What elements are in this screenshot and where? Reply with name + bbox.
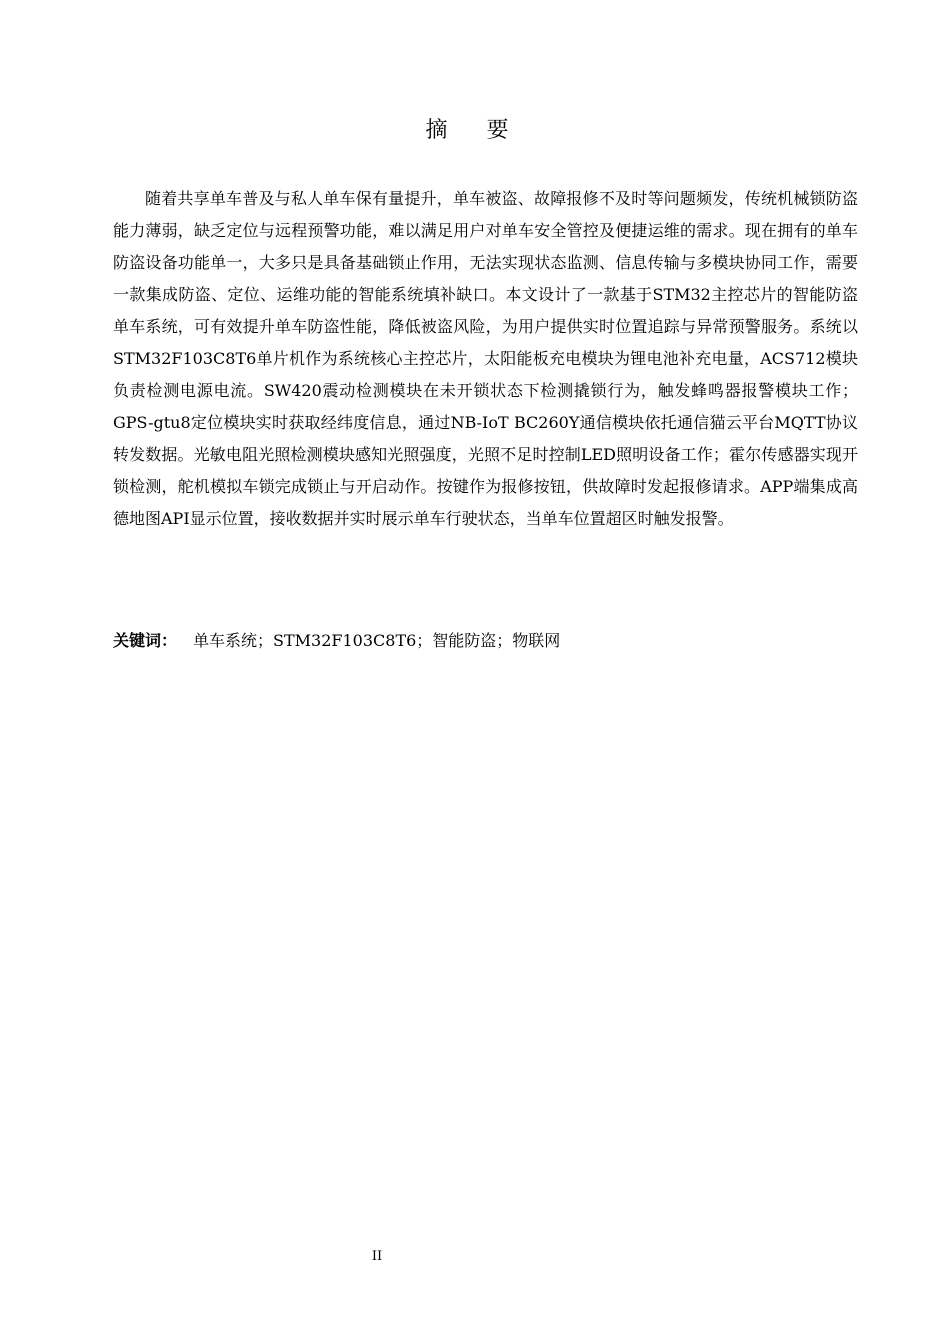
keywords-line <box>113 626 858 656</box>
abstract-body: 随着共享单车普及与私人单车保有量提升，单车被盗、故障报修不及时等问题频发，传统机械锁防盗能力薄弱，缺乏定位与远程预警功能，难以满足用户对单车安全管控及便捷运维的需求。现在拥有的单车防盗设备功能单一，大多只是具备基础锁止作用，无法实现状态监测、信息传输与多模块协同工作，需要一款集成防盗、定位、运维功能的智能系统填补缺口。本文设计了一款基于STM32主控芯片的智能防盗单车系统，可有效提升单车防盗性能，降低被盗风险，为用户提供实时位置追踪与异常预警服务。系统以STM32F103C8T6单片机作为系统核心主控芯片，太阳能板充电模块为锂电池补充电量，ACS712模块负责检测电源电流。SW420震动检测模块在未开锁状态下检测撬锁行为，触发蜂鸣器报警模块工作；GPS-gtu8定位模块实时获取经纬度信息，通过NB-IoT BC260Y通信模块依托通信猫云平台MQTT协议转发数据。光敏电阻光照检测模块感知光照强度，光照不足时控制LED照明设备工作；霍尔传感器实现开锁检测，舵机模拟车锁完成锁止与开启动作。按键作为报修按钮，供故障时发起报修请求。APP端集成高德地图API显示位置，接收数据并实时展示单车行驶状态，当单车位置超区时触发报警。 <box>113 189 858 528</box>
keywords-label: 关键词： <box>113 631 178 650</box>
abstract-title: 摘 要 <box>425 118 525 143</box>
keywords-text: 单车系统；STM32F103C8T6；智能防盗；物联网 <box>193 631 561 650</box>
page-number: II <box>371 1249 383 1264</box>
